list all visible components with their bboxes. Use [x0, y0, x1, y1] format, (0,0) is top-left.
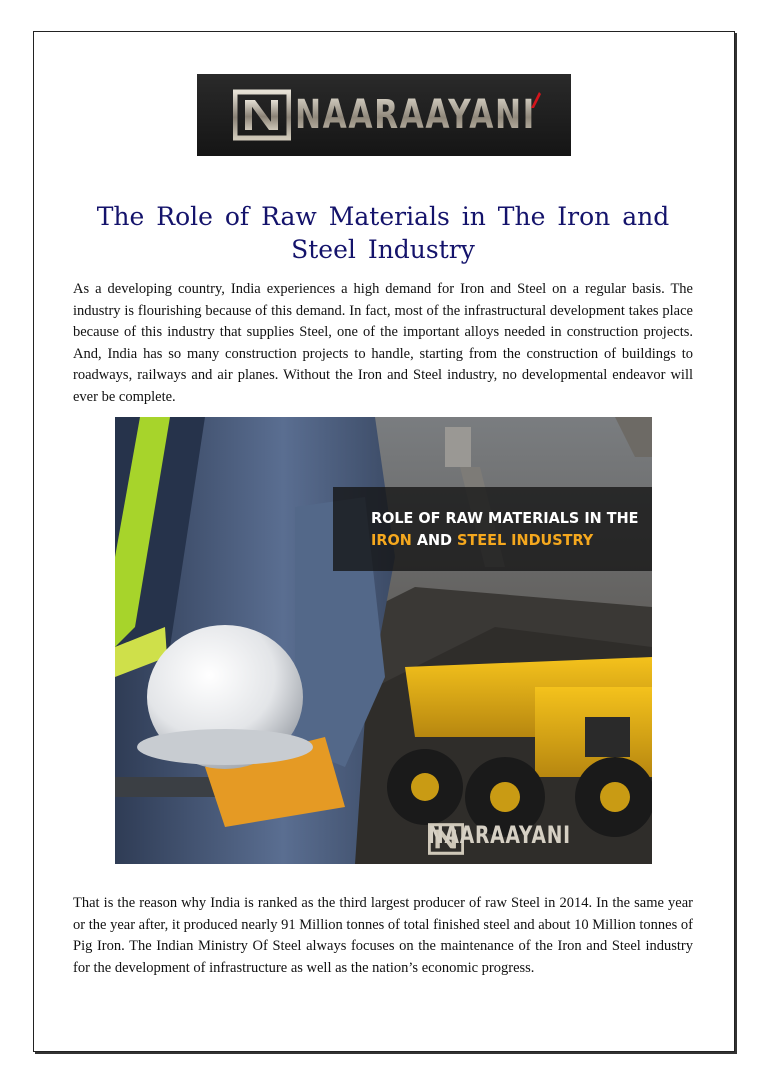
hero-caption-box — [333, 487, 652, 571]
caption-iron: IRON — [371, 531, 412, 549]
hero-image — [115, 417, 652, 864]
hero-logo-text: NAARAAYANI — [428, 821, 571, 849]
logo-accent-stroke-icon — [527, 92, 541, 108]
hero-scene-illustration — [115, 417, 652, 864]
brand-logo-mark-icon — [233, 86, 291, 144]
hero-caption-line-2 — [371, 531, 593, 549]
hero-watermark-logo — [428, 821, 611, 849]
caption-and: AND — [416, 531, 453, 549]
brand-logo-text: NAARAAYANI — [295, 92, 536, 138]
worker-figure — [115, 417, 395, 864]
caption-steel-industry: STEEL INDUSTRY — [457, 531, 594, 549]
article-title: The Role of Raw Materials in The Iron and Steel Industry — [96, 202, 670, 264]
article-paragraph-2: That is the reason why India is ranked as the third largest producer of raw Steel in 2014. In the same year or the year after, it produced nearly 91 Million tonnes of total finished steel and about 10 Million tonnes of Pig Iron. The Indian Ministry Of Steel always focuses on the maintenance of the Iron and Steel industry for the development of infrastructure as well as the nation’s economic progress. — [73, 895, 693, 976]
brand-logo-banner — [197, 74, 571, 156]
hero-caption-line-1: ROLE OF RAW MATERIALS IN THE — [371, 509, 639, 527]
article-paragraph-1: As a developing country, India experiences a high demand for Iron and Steel on a regular basis. The industry is flourishing because of this demand. In fact, most of the infrastructural development takes place because of this industry that supplies Steel, one of the important alloys needed in construction projects. And, India has so many construction projects to handle, starting from the construction of buildings to roadways, railways and air planes. Without the Iron and Steel industry, no developmental endeavor will ever be complete. — [73, 281, 693, 405]
